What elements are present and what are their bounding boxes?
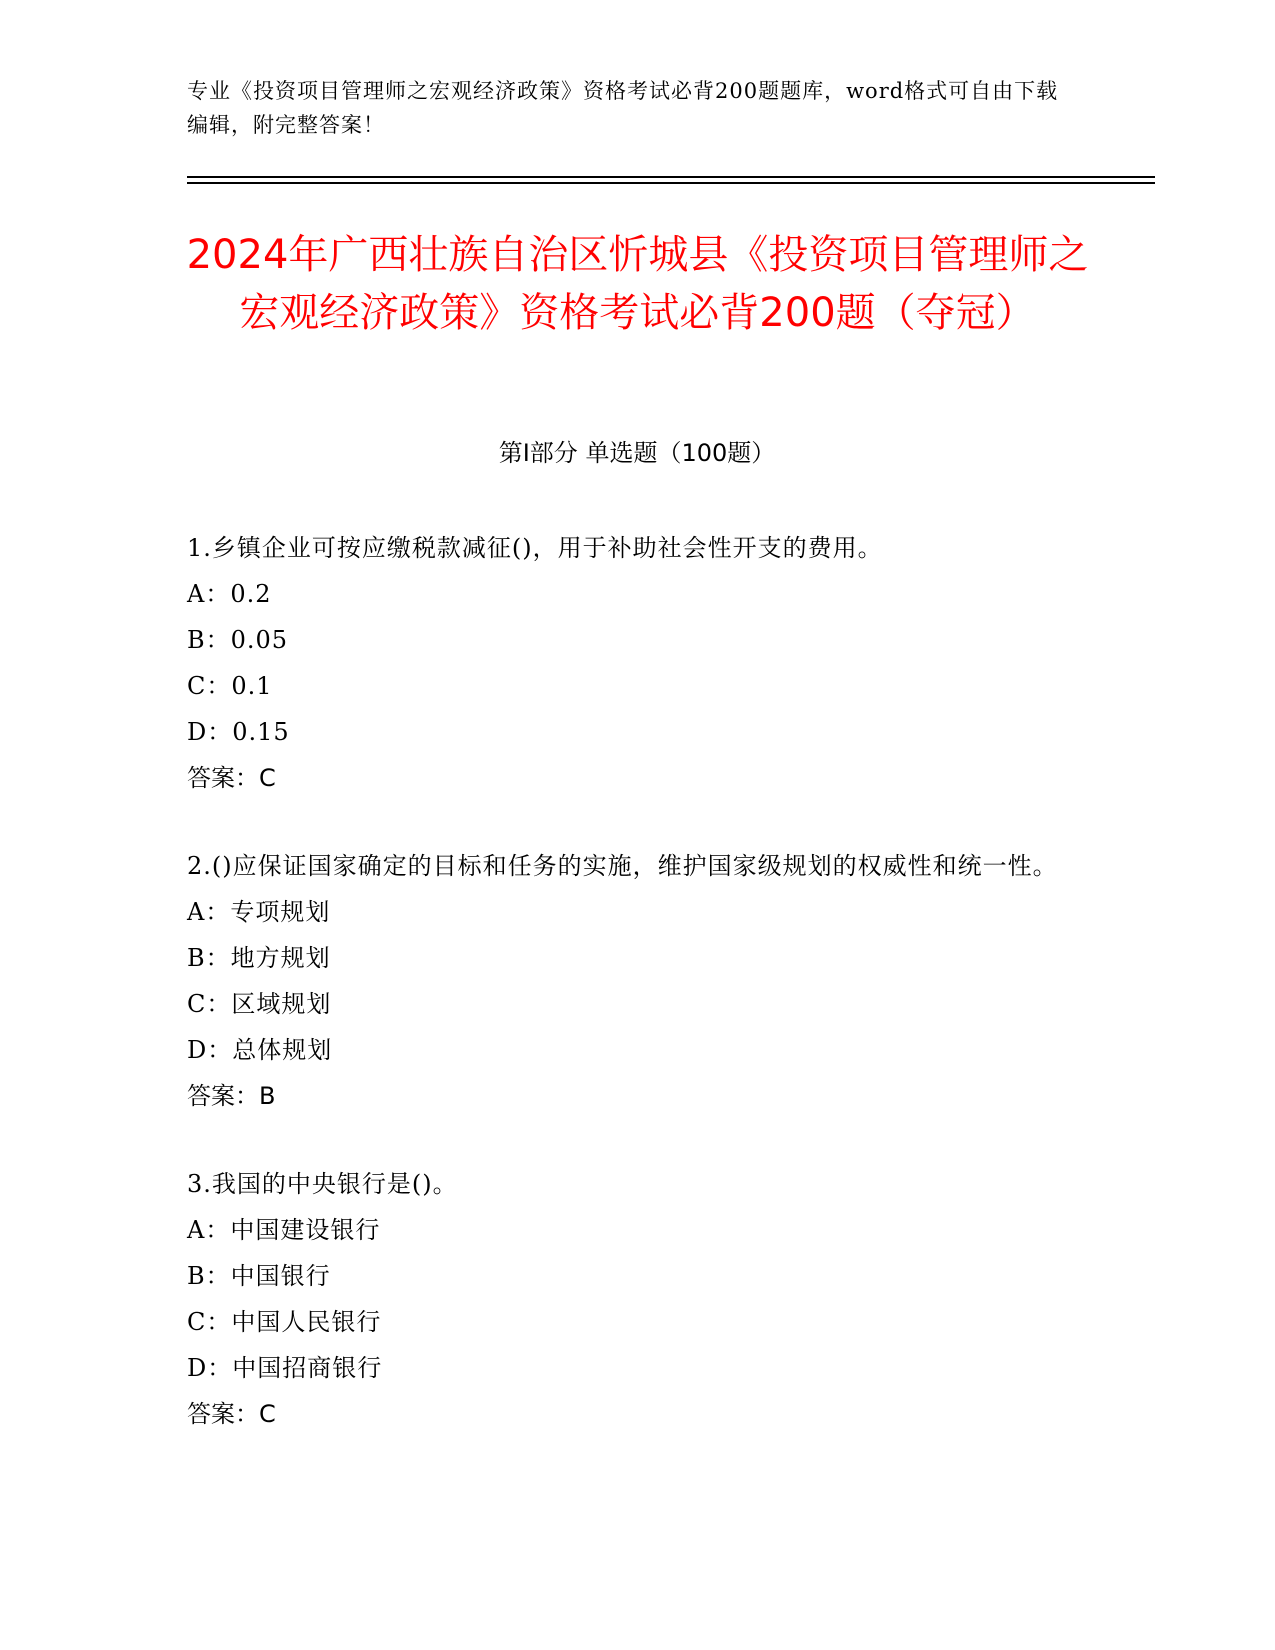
option-a: A：专项规划 xyxy=(187,898,331,926)
option-c: C：0.1 xyxy=(187,672,273,700)
option-c: C：区域规划 xyxy=(187,990,332,1018)
document-title: 2024年广西壮族自治区忻城县《投资项目管理师之宏观经济政策》资格考试必背200题（夺冠） xyxy=(186,232,1089,336)
option-a: A：0.2 xyxy=(187,580,272,608)
answer: 答案：B xyxy=(187,1082,276,1110)
question-1 xyxy=(187,525,1067,801)
header-divider-top xyxy=(187,176,1155,178)
question-stem: 3.我国的中央银行是()。 xyxy=(187,1170,458,1198)
question-stem: 1.乡镇企业可按应缴税款减征()，用于补助社会性开支的费用。 xyxy=(187,534,883,562)
option-b: B：中国银行 xyxy=(187,1262,331,1290)
question-list xyxy=(187,525,1067,1479)
header-divider-bottom xyxy=(187,182,1155,184)
option-a: A：中国建设银行 xyxy=(187,1216,381,1244)
question-2 xyxy=(187,843,1067,1119)
option-b: B：地方规划 xyxy=(187,944,331,972)
header-note: 专业《投资项目管理师之宏观经济政策》资格考试必背200题题库，word格式可自由下载编辑，附完整答案！ xyxy=(187,79,1059,137)
section-title: 第Ⅰ部分 单选题（100题） xyxy=(498,439,776,467)
question-3 xyxy=(187,1161,1067,1437)
option-c: C：中国人民银行 xyxy=(187,1308,382,1336)
question-stem: 2.()应保证国家确定的目标和任务的实施，维护国家级规划的权威性和统一性。 xyxy=(187,852,1058,880)
answer: 答案：C xyxy=(187,1400,276,1428)
option-d: D：中国招商银行 xyxy=(187,1354,383,1382)
option-d: D：0.15 xyxy=(187,718,290,746)
option-d: D：总体规划 xyxy=(187,1036,333,1064)
option-b: B：0.05 xyxy=(187,626,289,654)
answer: 答案：C xyxy=(187,764,276,792)
